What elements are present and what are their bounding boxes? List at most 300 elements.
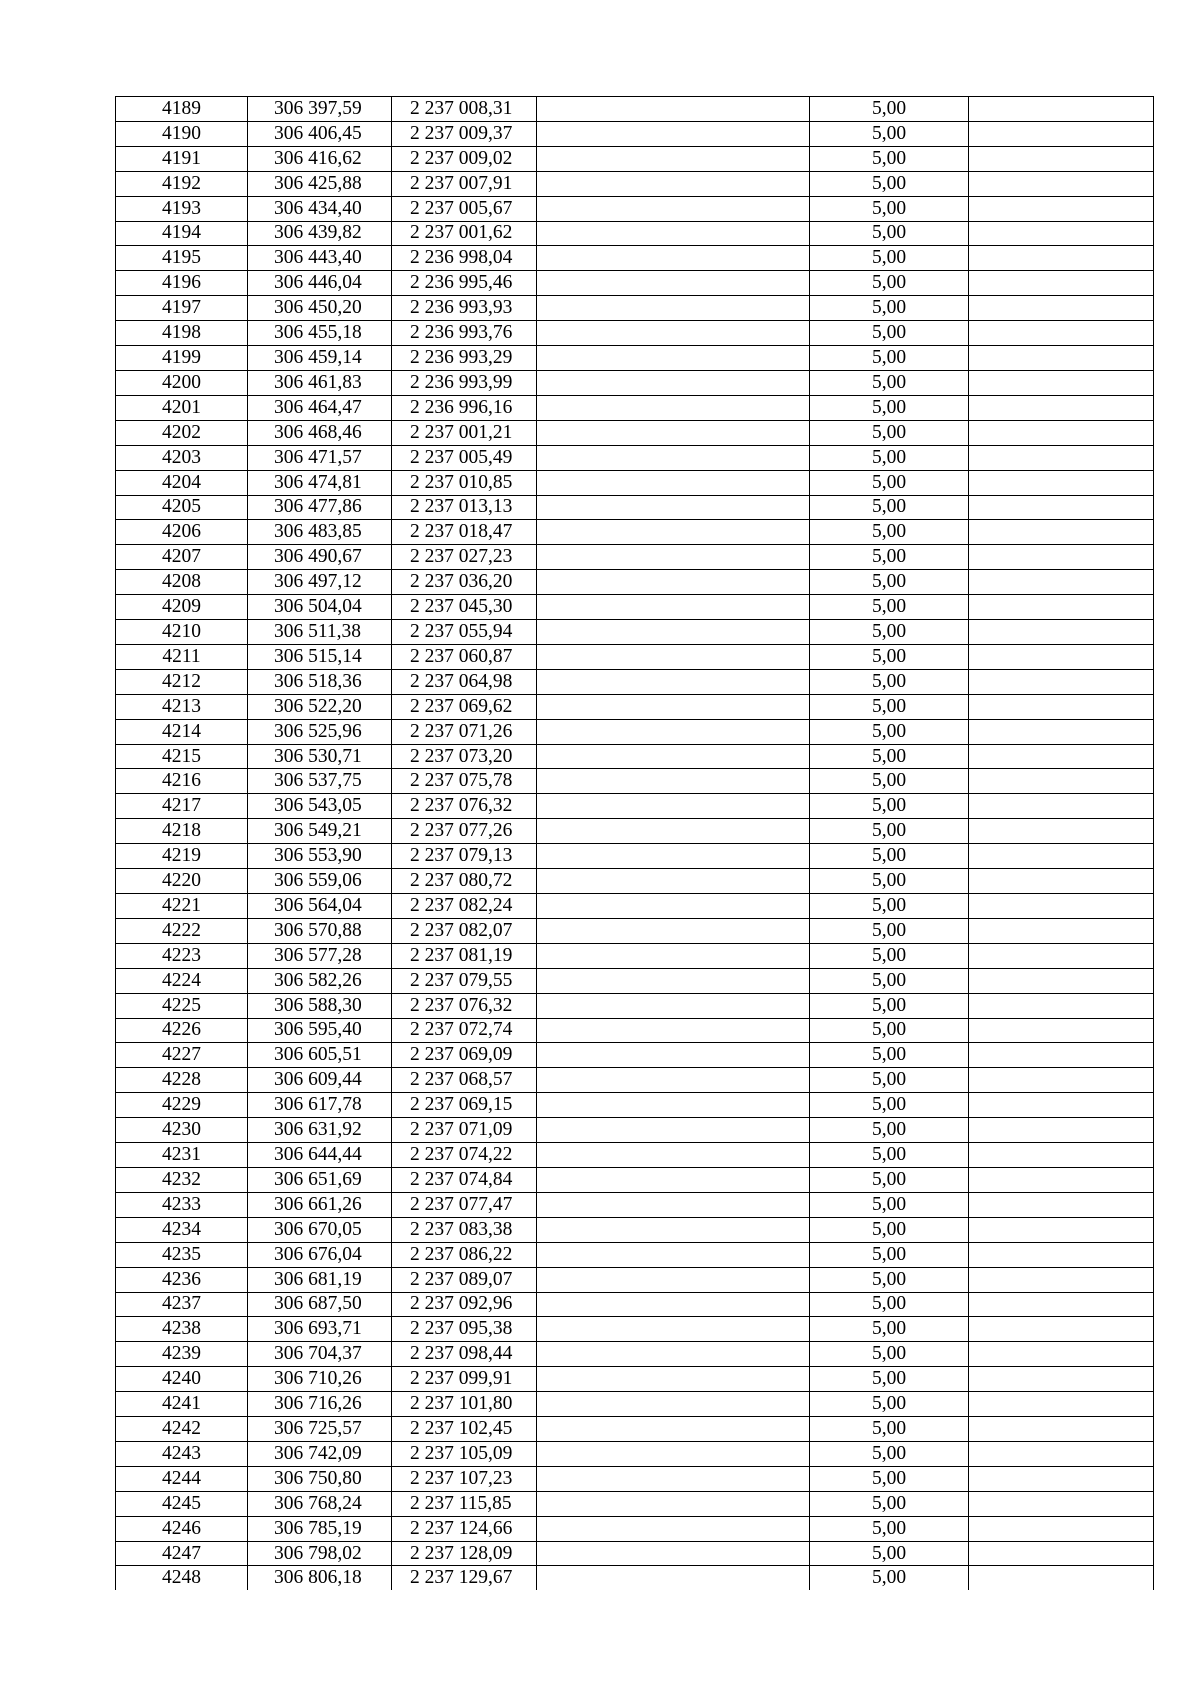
point-number-cell: 4197 <box>116 296 248 321</box>
point-number-cell: 4210 <box>116 620 248 645</box>
table-row <box>116 495 1154 520</box>
y-coordinate-cell: 2 237 092,96 <box>392 1292 537 1317</box>
x-coordinate-cell: 306 553,90 <box>248 844 392 869</box>
empty-cell <box>537 1392 810 1417</box>
x-coordinate-cell: 306 681,19 <box>248 1267 392 1292</box>
x-coordinate-cell: 306 570,88 <box>248 918 392 943</box>
x-coordinate-cell: 306 525,96 <box>248 719 392 744</box>
empty-cell <box>969 943 1154 968</box>
empty-cell <box>537 395 810 420</box>
point-number-cell: 4208 <box>116 570 248 595</box>
empty-cell <box>537 1217 810 1242</box>
table-row <box>116 1043 1154 1068</box>
point-number-cell: 4231 <box>116 1143 248 1168</box>
x-coordinate-cell: 306 595,40 <box>248 1018 392 1043</box>
empty-cell <box>537 1367 810 1392</box>
x-coordinate-cell: 306 549,21 <box>248 819 392 844</box>
table-row <box>116 1392 1154 1417</box>
empty-cell <box>969 694 1154 719</box>
x-coordinate-cell: 306 416,62 <box>248 146 392 171</box>
empty-cell <box>969 1392 1154 1417</box>
empty-cell <box>537 1516 810 1541</box>
point-number-cell: 4199 <box>116 346 248 371</box>
value-cell: 5,00 <box>810 1466 969 1491</box>
y-coordinate-cell: 2 237 076,32 <box>392 794 537 819</box>
y-coordinate-cell: 2 237 079,13 <box>392 844 537 869</box>
y-coordinate-cell: 2 236 995,46 <box>392 271 537 296</box>
value-cell: 5,00 <box>810 1217 969 1242</box>
table-row <box>116 196 1154 221</box>
point-number-cell: 4236 <box>116 1267 248 1292</box>
empty-cell <box>537 669 810 694</box>
empty-cell <box>537 819 810 844</box>
table-row <box>116 370 1154 395</box>
value-cell: 5,00 <box>810 1441 969 1466</box>
x-coordinate-cell: 306 768,24 <box>248 1491 392 1516</box>
empty-cell <box>969 894 1154 919</box>
empty-cell <box>537 1541 810 1566</box>
value-cell: 5,00 <box>810 146 969 171</box>
x-coordinate-cell: 306 670,05 <box>248 1217 392 1242</box>
value-cell: 5,00 <box>810 794 969 819</box>
empty-cell <box>969 171 1154 196</box>
value-cell: 5,00 <box>810 1167 969 1192</box>
x-coordinate-cell: 306 434,40 <box>248 196 392 221</box>
y-coordinate-cell: 2 237 009,02 <box>392 146 537 171</box>
point-number-cell: 4230 <box>116 1118 248 1143</box>
empty-cell <box>969 346 1154 371</box>
point-number-cell: 4233 <box>116 1192 248 1217</box>
table-row <box>116 794 1154 819</box>
point-number-cell: 4220 <box>116 869 248 894</box>
y-coordinate-cell: 2 237 079,55 <box>392 968 537 993</box>
value-cell: 5,00 <box>810 844 969 869</box>
point-number-cell: 4209 <box>116 595 248 620</box>
empty-cell <box>537 844 810 869</box>
empty-cell <box>537 520 810 545</box>
table-row <box>116 968 1154 993</box>
x-coordinate-cell: 306 477,86 <box>248 495 392 520</box>
y-coordinate-cell: 2 237 045,30 <box>392 595 537 620</box>
value-cell: 5,00 <box>810 1491 969 1516</box>
point-number-cell: 4227 <box>116 1043 248 1068</box>
empty-cell <box>969 196 1154 221</box>
point-number-cell: 4216 <box>116 769 248 794</box>
value-cell: 5,00 <box>810 171 969 196</box>
table-row <box>116 620 1154 645</box>
point-number-cell: 4239 <box>116 1342 248 1367</box>
value-cell: 5,00 <box>810 470 969 495</box>
x-coordinate-cell: 306 450,20 <box>248 296 392 321</box>
point-number-cell: 4206 <box>116 520 248 545</box>
point-number-cell: 4200 <box>116 370 248 395</box>
empty-cell <box>537 1466 810 1491</box>
y-coordinate-cell: 2 237 001,62 <box>392 221 537 246</box>
empty-cell <box>969 1043 1154 1068</box>
empty-cell <box>537 744 810 769</box>
table-row <box>116 1367 1154 1392</box>
value-cell: 5,00 <box>810 97 969 122</box>
table-row <box>116 669 1154 694</box>
empty-cell <box>969 1018 1154 1043</box>
x-coordinate-cell: 306 644,44 <box>248 1143 392 1168</box>
point-number-cell: 4214 <box>116 719 248 744</box>
empty-cell <box>537 1292 810 1317</box>
x-coordinate-cell: 306 798,02 <box>248 1541 392 1566</box>
x-coordinate-cell: 306 687,50 <box>248 1292 392 1317</box>
y-coordinate-cell: 2 237 128,09 <box>392 1541 537 1566</box>
x-coordinate-cell: 306 515,14 <box>248 644 392 669</box>
y-coordinate-cell: 2 237 129,67 <box>392 1566 537 1590</box>
x-coordinate-cell: 306 406,45 <box>248 121 392 146</box>
empty-cell <box>969 1417 1154 1442</box>
empty-cell <box>537 595 810 620</box>
empty-cell <box>969 1566 1154 1590</box>
table-row <box>116 894 1154 919</box>
point-number-cell: 4211 <box>116 644 248 669</box>
empty-cell <box>537 296 810 321</box>
empty-cell <box>969 395 1154 420</box>
value-cell: 5,00 <box>810 744 969 769</box>
y-coordinate-cell: 2 237 077,26 <box>392 819 537 844</box>
point-number-cell: 4196 <box>116 271 248 296</box>
value-cell: 5,00 <box>810 570 969 595</box>
empty-cell <box>537 1143 810 1168</box>
point-number-cell: 4225 <box>116 993 248 1018</box>
value-cell: 5,00 <box>810 395 969 420</box>
empty-cell <box>969 1367 1154 1392</box>
empty-cell <box>969 1242 1154 1267</box>
y-coordinate-cell: 2 237 075,78 <box>392 769 537 794</box>
table-row <box>116 570 1154 595</box>
y-coordinate-cell: 2 236 993,76 <box>392 321 537 346</box>
empty-cell <box>537 1192 810 1217</box>
empty-cell <box>969 445 1154 470</box>
value-cell: 5,00 <box>810 296 969 321</box>
empty-cell <box>969 1342 1154 1367</box>
y-coordinate-cell: 2 237 010,85 <box>392 470 537 495</box>
empty-cell <box>537 346 810 371</box>
y-coordinate-cell: 2 237 124,66 <box>392 1516 537 1541</box>
table-row <box>116 1167 1154 1192</box>
x-coordinate-cell: 306 511,38 <box>248 620 392 645</box>
table-row <box>116 844 1154 869</box>
empty-cell <box>969 1267 1154 1292</box>
x-coordinate-cell: 306 443,40 <box>248 246 392 271</box>
x-coordinate-cell: 306 564,04 <box>248 894 392 919</box>
empty-cell <box>969 1143 1154 1168</box>
value-cell: 5,00 <box>810 1566 969 1590</box>
value-cell: 5,00 <box>810 545 969 570</box>
empty-cell <box>969 844 1154 869</box>
empty-cell <box>969 1441 1154 1466</box>
y-coordinate-cell: 2 237 095,38 <box>392 1317 537 1342</box>
value-cell: 5,00 <box>810 1292 969 1317</box>
value-cell: 5,00 <box>810 968 969 993</box>
value-cell: 5,00 <box>810 595 969 620</box>
point-number-cell: 4190 <box>116 121 248 146</box>
empty-cell <box>537 943 810 968</box>
y-coordinate-cell: 2 237 027,23 <box>392 545 537 570</box>
table-row <box>116 1217 1154 1242</box>
empty-cell <box>537 1317 810 1342</box>
empty-cell <box>537 445 810 470</box>
y-coordinate-cell: 2 237 069,62 <box>392 694 537 719</box>
value-cell: 5,00 <box>810 1242 969 1267</box>
table-row <box>116 719 1154 744</box>
empty-cell <box>537 221 810 246</box>
empty-cell <box>969 819 1154 844</box>
y-coordinate-cell: 2 237 055,94 <box>392 620 537 645</box>
y-coordinate-cell: 2 237 115,85 <box>392 1491 537 1516</box>
value-cell: 5,00 <box>810 1516 969 1541</box>
point-number-cell: 4246 <box>116 1516 248 1541</box>
empty-cell <box>969 1217 1154 1242</box>
y-coordinate-cell: 2 237 071,26 <box>392 719 537 744</box>
empty-cell <box>969 1167 1154 1192</box>
y-coordinate-cell: 2 237 074,22 <box>392 1143 537 1168</box>
empty-cell <box>537 769 810 794</box>
x-coordinate-cell: 306 497,12 <box>248 570 392 595</box>
value-cell: 5,00 <box>810 1317 969 1342</box>
table-row <box>116 943 1154 968</box>
value-cell: 5,00 <box>810 520 969 545</box>
point-number-cell: 4217 <box>116 794 248 819</box>
value-cell: 5,00 <box>810 1143 969 1168</box>
empty-cell <box>969 1466 1154 1491</box>
x-coordinate-cell: 306 651,69 <box>248 1167 392 1192</box>
x-coordinate-cell: 306 582,26 <box>248 968 392 993</box>
point-number-cell: 4242 <box>116 1417 248 1442</box>
empty-cell <box>537 1267 810 1292</box>
y-coordinate-cell: 2 237 072,74 <box>392 1018 537 1043</box>
point-number-cell: 4234 <box>116 1217 248 1242</box>
empty-cell <box>969 595 1154 620</box>
table-row <box>116 1317 1154 1342</box>
point-number-cell: 4229 <box>116 1093 248 1118</box>
y-coordinate-cell: 2 237 089,07 <box>392 1267 537 1292</box>
table-row <box>116 321 1154 346</box>
value-cell: 5,00 <box>810 1541 969 1566</box>
empty-cell <box>537 321 810 346</box>
table-row <box>116 1441 1154 1466</box>
x-coordinate-cell: 306 425,88 <box>248 171 392 196</box>
y-coordinate-cell: 2 237 060,87 <box>392 644 537 669</box>
value-cell: 5,00 <box>810 370 969 395</box>
coordinates-sheet <box>115 96 1153 1590</box>
y-coordinate-cell: 2 237 082,24 <box>392 894 537 919</box>
y-coordinate-cell: 2 237 008,31 <box>392 97 537 122</box>
y-coordinate-cell: 2 237 069,15 <box>392 1093 537 1118</box>
point-number-cell: 4202 <box>116 420 248 445</box>
value-cell: 5,00 <box>810 869 969 894</box>
x-coordinate-cell: 306 609,44 <box>248 1068 392 1093</box>
empty-cell <box>537 1043 810 1068</box>
table-row <box>116 1491 1154 1516</box>
table-row <box>116 869 1154 894</box>
table-row <box>116 1267 1154 1292</box>
x-coordinate-cell: 306 518,36 <box>248 669 392 694</box>
empty-cell <box>969 545 1154 570</box>
x-coordinate-cell: 306 742,09 <box>248 1441 392 1466</box>
empty-cell <box>537 644 810 669</box>
empty-cell <box>537 968 810 993</box>
empty-cell <box>969 719 1154 744</box>
point-number-cell: 4223 <box>116 943 248 968</box>
x-coordinate-cell: 306 785,19 <box>248 1516 392 1541</box>
x-coordinate-cell: 306 504,04 <box>248 595 392 620</box>
x-coordinate-cell: 306 397,59 <box>248 97 392 122</box>
x-coordinate-cell: 306 806,18 <box>248 1566 392 1590</box>
empty-cell <box>537 1491 810 1516</box>
point-number-cell: 4203 <box>116 445 248 470</box>
y-coordinate-cell: 2 237 001,21 <box>392 420 537 445</box>
empty-cell <box>969 1192 1154 1217</box>
table-row <box>116 146 1154 171</box>
value-cell: 5,00 <box>810 694 969 719</box>
value-cell: 5,00 <box>810 894 969 919</box>
empty-cell <box>537 146 810 171</box>
value-cell: 5,00 <box>810 719 969 744</box>
empty-cell <box>969 1068 1154 1093</box>
empty-cell <box>969 669 1154 694</box>
x-coordinate-cell: 306 471,57 <box>248 445 392 470</box>
x-coordinate-cell: 306 725,57 <box>248 1417 392 1442</box>
empty-cell <box>969 246 1154 271</box>
empty-cell <box>537 1417 810 1442</box>
y-coordinate-cell: 2 237 068,57 <box>392 1068 537 1093</box>
point-number-cell: 4213 <box>116 694 248 719</box>
empty-cell <box>969 1541 1154 1566</box>
empty-cell <box>969 1118 1154 1143</box>
point-number-cell: 4228 <box>116 1068 248 1093</box>
x-coordinate-cell: 306 750,80 <box>248 1466 392 1491</box>
empty-cell <box>969 146 1154 171</box>
point-number-cell: 4237 <box>116 1292 248 1317</box>
empty-cell <box>537 1167 810 1192</box>
y-coordinate-cell: 2 236 998,04 <box>392 246 537 271</box>
value-cell: 5,00 <box>810 769 969 794</box>
table-row <box>116 171 1154 196</box>
point-number-cell: 4192 <box>116 171 248 196</box>
x-coordinate-cell: 306 617,78 <box>248 1093 392 1118</box>
table-row <box>116 1242 1154 1267</box>
value-cell: 5,00 <box>810 1018 969 1043</box>
x-coordinate-cell: 306 605,51 <box>248 1043 392 1068</box>
point-number-cell: 4219 <box>116 844 248 869</box>
y-coordinate-cell: 2 237 098,44 <box>392 1342 537 1367</box>
point-number-cell: 4201 <box>116 395 248 420</box>
point-number-cell: 4247 <box>116 1541 248 1566</box>
x-coordinate-cell: 306 522,20 <box>248 694 392 719</box>
empty-cell <box>537 97 810 122</box>
empty-cell <box>969 1292 1154 1317</box>
y-coordinate-cell: 2 237 077,47 <box>392 1192 537 1217</box>
x-coordinate-cell: 306 530,71 <box>248 744 392 769</box>
y-coordinate-cell: 2 237 107,23 <box>392 1466 537 1491</box>
value-cell: 5,00 <box>810 221 969 246</box>
point-number-cell: 4215 <box>116 744 248 769</box>
empty-cell <box>969 420 1154 445</box>
y-coordinate-cell: 2 237 069,09 <box>392 1043 537 1068</box>
point-number-cell: 4194 <box>116 221 248 246</box>
value-cell: 5,00 <box>810 495 969 520</box>
value-cell: 5,00 <box>810 620 969 645</box>
table-row <box>116 271 1154 296</box>
point-number-cell: 4204 <box>116 470 248 495</box>
empty-cell <box>537 1566 810 1590</box>
empty-cell <box>969 321 1154 346</box>
y-coordinate-cell: 2 237 083,38 <box>392 1217 537 1242</box>
value-cell: 5,00 <box>810 993 969 1018</box>
value-cell: 5,00 <box>810 196 969 221</box>
table-row <box>116 1566 1154 1590</box>
point-number-cell: 4195 <box>116 246 248 271</box>
y-coordinate-cell: 2 237 009,37 <box>392 121 537 146</box>
x-coordinate-cell: 306 455,18 <box>248 321 392 346</box>
empty-cell <box>969 744 1154 769</box>
empty-cell <box>969 869 1154 894</box>
empty-cell <box>537 196 810 221</box>
empty-cell <box>537 1118 810 1143</box>
value-cell: 5,00 <box>810 1118 969 1143</box>
empty-cell <box>537 1441 810 1466</box>
table-row <box>116 395 1154 420</box>
point-number-cell: 4245 <box>116 1491 248 1516</box>
empty-cell <box>969 993 1154 1018</box>
empty-cell <box>537 420 810 445</box>
value-cell: 5,00 <box>810 271 969 296</box>
empty-cell <box>537 1242 810 1267</box>
y-coordinate-cell: 2 237 105,09 <box>392 1441 537 1466</box>
empty-cell <box>537 470 810 495</box>
empty-cell <box>537 719 810 744</box>
point-number-cell: 4198 <box>116 321 248 346</box>
x-coordinate-cell: 306 468,46 <box>248 420 392 445</box>
value-cell: 5,00 <box>810 246 969 271</box>
empty-cell <box>537 993 810 1018</box>
y-coordinate-cell: 2 237 099,91 <box>392 1367 537 1392</box>
table-row <box>116 595 1154 620</box>
point-number-cell: 4240 <box>116 1367 248 1392</box>
point-number-cell: 4224 <box>116 968 248 993</box>
y-coordinate-cell: 2 237 082,07 <box>392 918 537 943</box>
value-cell: 5,00 <box>810 1093 969 1118</box>
y-coordinate-cell: 2 237 076,32 <box>392 993 537 1018</box>
x-coordinate-cell: 306 461,83 <box>248 370 392 395</box>
point-number-cell: 4191 <box>116 146 248 171</box>
x-coordinate-cell: 306 543,05 <box>248 794 392 819</box>
empty-cell <box>969 97 1154 122</box>
point-number-cell: 4193 <box>116 196 248 221</box>
empty-cell <box>537 918 810 943</box>
table-row <box>116 1118 1154 1143</box>
y-coordinate-cell: 2 237 018,47 <box>392 520 537 545</box>
empty-cell <box>537 1068 810 1093</box>
value-cell: 5,00 <box>810 1342 969 1367</box>
y-coordinate-cell: 2 237 081,19 <box>392 943 537 968</box>
x-coordinate-cell: 306 676,04 <box>248 1242 392 1267</box>
value-cell: 5,00 <box>810 1267 969 1292</box>
point-number-cell: 4218 <box>116 819 248 844</box>
value-cell: 5,00 <box>810 445 969 470</box>
empty-cell <box>537 171 810 196</box>
point-number-cell: 4205 <box>116 495 248 520</box>
coordinates-table <box>115 96 1154 1590</box>
y-coordinate-cell: 2 237 036,20 <box>392 570 537 595</box>
table-row <box>116 1342 1154 1367</box>
empty-cell <box>969 221 1154 246</box>
